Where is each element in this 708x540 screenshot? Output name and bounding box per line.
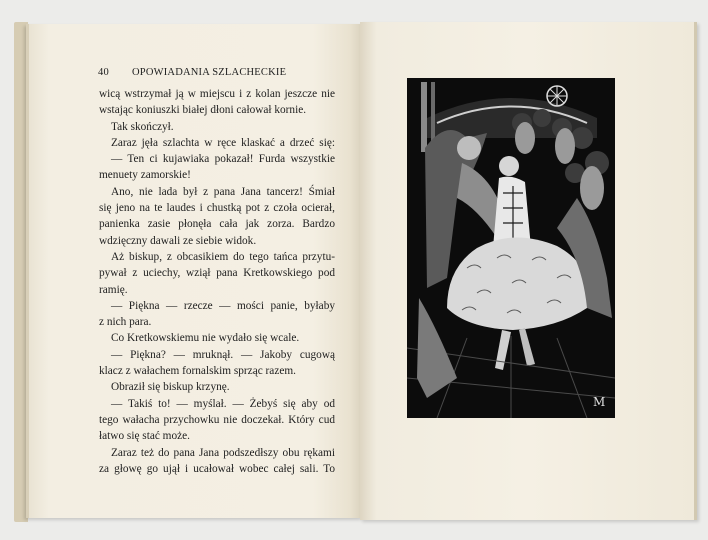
text-line: łatwo się stać może. <box>99 430 190 443</box>
text-line: za głowę go ujął i ucałował wobec całej sali. To <box>99 462 335 475</box>
text-line: tego wałacha przychowku nie doczekał. Który cud <box>99 413 335 426</box>
text-line: z nich para. <box>99 316 152 329</box>
running-title: OPOWIADANIA SZLACHECKIE <box>132 67 287 78</box>
wood-engraving-illustration <box>407 78 615 418</box>
text-line: panienka zasie płonęła cała jak zorza. Bardzo <box>99 218 335 231</box>
text-line: klacz z wałachem fornalskim sprząc razem. <box>99 365 296 378</box>
text-line: — Piękna? — mruknął. — Jakoby cugową <box>111 348 335 361</box>
text-line: Obraził się biskup krzynę. <box>111 381 230 394</box>
engraver-monogram: M <box>593 395 606 409</box>
text-line: Zaraz jęła szlachta w ręce klaskać a drzeć się: <box>111 136 335 149</box>
text-line: ramię. <box>99 283 128 296</box>
text-line: Tak skończył. <box>111 120 174 133</box>
text-line: wdzięczny dawali ze siebie widok. <box>99 234 257 247</box>
body-text <box>99 86 335 477</box>
text-line: Aż biskup, z obcasikiem do tego tańca przytu- <box>111 250 335 263</box>
text-line: Ano, nie lada był z pana Jana tancerz! Śmiał <box>111 185 335 198</box>
text-line: wstając koniuszki białej dłoni całował kornie. <box>99 104 307 117</box>
text-line: Co Kretkowskiemu nie wydało się wcale. <box>111 332 300 345</box>
text-line: — Piękna — rzecze — mości panie, byłaby <box>111 299 335 312</box>
text-line: się jeno na te laudes i chustką pot z czoła ocierał, <box>99 202 335 215</box>
text-line: Zaraz też do pana Jana podszedłszy obu rękami <box>111 446 335 459</box>
text-line: pywał z uciechy, wziął pana Kretkowskiego pod <box>99 267 335 280</box>
page-number: 40 <box>98 67 109 78</box>
text-line: menuety zamorskie! <box>99 169 191 182</box>
dancing-couple-engraving <box>407 78 615 418</box>
text-line: wicą wstrzymał ją w miejscu i z kolan jeszcze nie <box>99 88 335 100</box>
text-line: — Ten ci kujawiaka pokazał! Furda wszystkie <box>111 153 335 166</box>
text-line: — Takiś to! — myślał. — Żebyś się aby od <box>111 397 335 410</box>
